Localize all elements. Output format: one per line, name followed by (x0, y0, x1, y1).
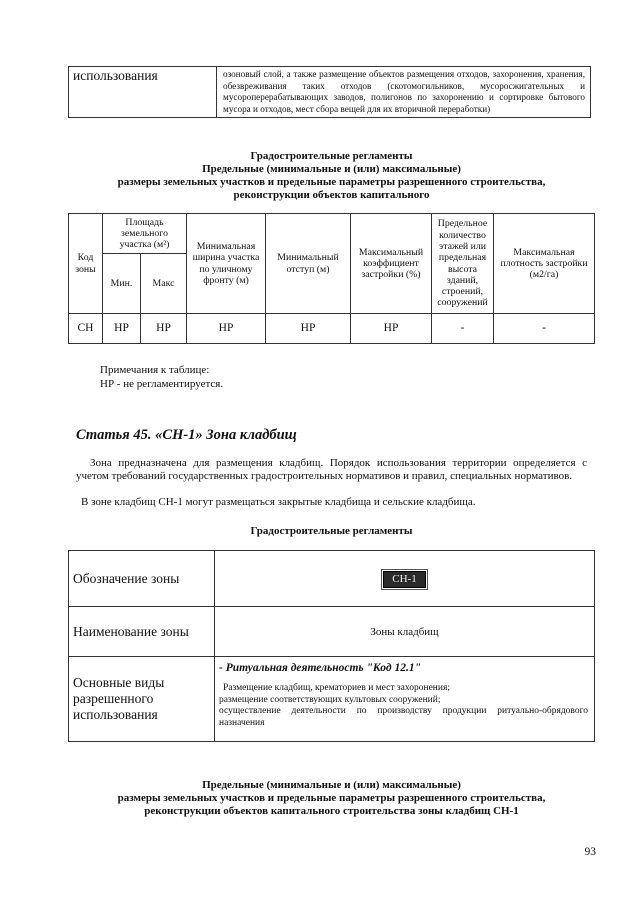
use-description-line: Размещение кладбищ, крематориев и мест захоронения; (223, 683, 450, 693)
table-cell: СН (69, 314, 103, 344)
page-number: 93 (584, 846, 596, 858)
table-row (69, 657, 595, 742)
header-floors: Предельное количество этажей или предельная высота зданий, строений, сооружений (432, 214, 494, 314)
heading-line: Градостроительные регламенты (250, 150, 413, 162)
top-table (68, 66, 591, 118)
table-cell: НР (103, 314, 141, 344)
zone-designation-label: Обозначение зоны (69, 551, 215, 607)
zone-code-badge: СН-1 (383, 571, 425, 588)
regulations-table (68, 213, 595, 344)
notes-title: Примечания к таблице: (100, 364, 210, 376)
header-density: Максимальная плотность застройки (м2/га) (494, 214, 595, 314)
header-max: Макс (141, 254, 187, 314)
top-table-text: озоновый слой, а также размещение объектов размещения отходов, захоронения, хранения, обезвреживания таких отходов (скотомогильников, мусоросжигательных и мусороперерабатывающих заводов, полигонов по захоронению и сортировке бытового мусора и отходов, мест сбора вещей для их вторичной переработки) (217, 67, 591, 118)
table-cell: НР (266, 314, 351, 344)
article-title: Статья 45. «СН-1» Зона кладбищ (76, 427, 297, 443)
section-heading-2: Градостроительные регламенты (250, 525, 413, 537)
header-setback: Минимальный отступ (м) (266, 214, 351, 314)
table-notes (100, 364, 400, 391)
table-row (69, 314, 595, 344)
notes-text: НР - не регламентируется. (100, 377, 224, 390)
article-paragraph: Зона предназначена для размещения кладбищ. Порядок использования территории определяется с учетом требований государственных градостроительных нормативов и правил, специальных нормативов. (76, 457, 587, 482)
header-code: Код зоны (69, 214, 103, 314)
table-row (69, 67, 591, 118)
table-cell: - (494, 314, 595, 344)
section-heading-1 (68, 150, 595, 202)
zone-name-value: Зоны кладбищ (215, 607, 595, 657)
heading-line: Предельные (минимальные и (или) максимальные) (202, 163, 461, 175)
heading-line: Предельные (минимальные и (или) максимальные) (202, 779, 461, 791)
zone-designation-cell (215, 551, 595, 607)
use-description-line: размещение соответствующих культовых сооружений; (219, 694, 441, 705)
table-cell: НР (141, 314, 187, 344)
table-cell: НР (351, 314, 432, 344)
table-cell: НР (187, 314, 266, 344)
heading-line: реконструкции объектов капитального строительства зоны кладбищ СН-1 (144, 805, 519, 817)
top-table-label: использования (69, 67, 217, 118)
header-width: Минимальная ширина участка по уличному фронту (м) (187, 214, 266, 314)
table-row (69, 551, 595, 607)
table-header-row (69, 214, 595, 254)
header-min: Мин. (103, 254, 141, 314)
heading-line: реконструкции объектов капитального (233, 189, 430, 201)
section-heading-3 (68, 779, 595, 818)
zone-name-label: Наименование зоны (69, 607, 215, 657)
use-title: - Ритуальная деятельность "Код 12.1" (219, 662, 421, 674)
article-paragraph: В зоне кладбищ СН-1 могут размещаться закрытые кладбища и сельские кладбища. (81, 496, 476, 508)
header-area: Площадь земельного участка (м²) (103, 214, 187, 254)
table-cell: - (432, 314, 494, 344)
use-description-line: осуществление деятельности по производству продукции ритуально-обрядового назначения (219, 706, 588, 728)
zone-uses-cell (215, 657, 595, 742)
heading-line: размеры земельных участков и предельные параметры разрешенного строительства, (117, 792, 546, 804)
zone-table (68, 550, 595, 742)
table-row (69, 607, 595, 657)
heading-line: размеры земельных участков и предельные параметры разрешенного строительства, (117, 176, 546, 188)
zone-uses-label: Основные виды разрешенного использования (69, 657, 215, 742)
header-coefficient: Максимальный коэффициент застройки (%) (351, 214, 432, 314)
